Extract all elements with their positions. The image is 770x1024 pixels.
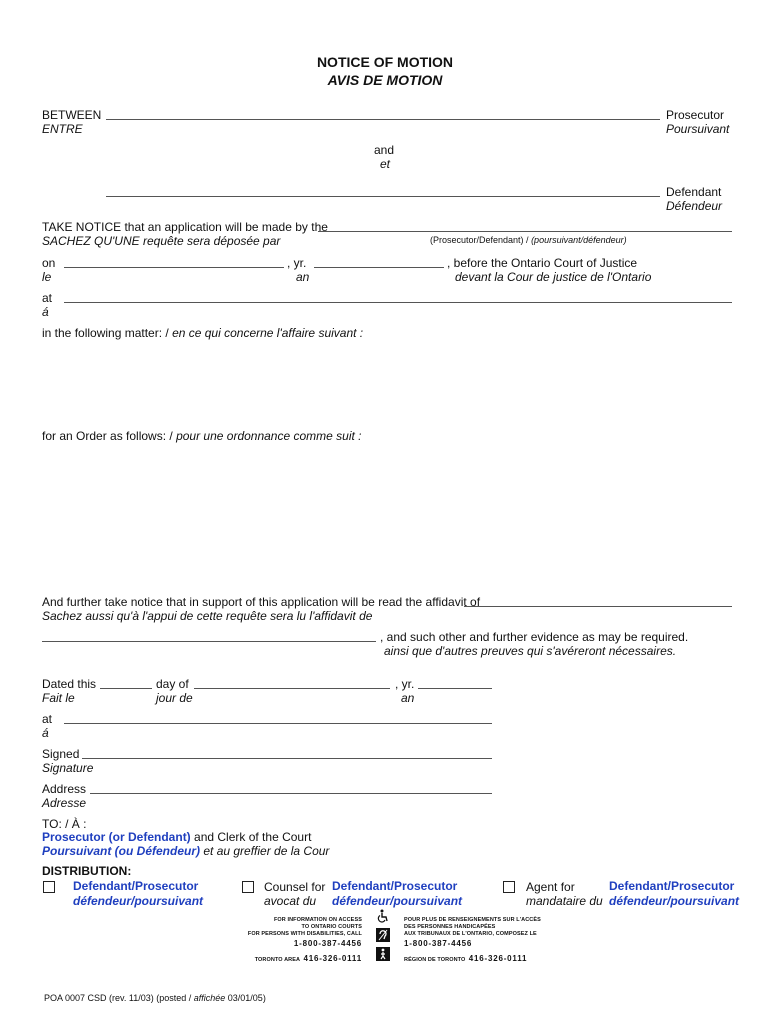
prosecutor-label-fr: Poursuivant — [666, 122, 730, 136]
signed-label: Signed — [42, 747, 80, 761]
distribution-agent-name: Defendant/Prosecutor — [609, 879, 735, 893]
distribution-party-name: Defendant/Prosecutor — [73, 879, 199, 893]
at-label-fr: á — [42, 305, 49, 319]
court-label-fr: devant la Cour de justice de l'Ontario — [455, 270, 652, 284]
distribution-checkbox-agent[interactable] — [503, 881, 515, 893]
on-label-fr: le — [42, 270, 52, 284]
distribution-agent-name-fr: défendeur/poursuivant — [609, 894, 740, 908]
access-toronto-en: TORONTO AREA 416-326-0111 — [254, 954, 362, 963]
on-label: on — [42, 256, 56, 270]
affiant-field[interactable] — [464, 606, 732, 607]
access-toronto-fr: RÉGION DE TORONTO 416-326-0111 — [404, 954, 528, 963]
at-label: at — [42, 291, 53, 305]
signature-field[interactable] — [82, 758, 492, 759]
applicant-caption: (Prosecutor/Defendant) / (poursuivant/défendeur) — [430, 235, 627, 245]
defendant-label: Defendant — [666, 185, 722, 199]
access-phone-en: 1-800-387-4456 — [293, 939, 362, 948]
hearing-icon — [376, 928, 390, 942]
day-field[interactable] — [100, 688, 152, 689]
walking-icon — [376, 947, 390, 961]
distribution-counsel-prefix: Counsel for — [264, 880, 326, 894]
date-field[interactable] — [64, 267, 284, 268]
access-info-en: FOR INFORMATION ON ACCESS TO ONTARIO COURTS FOR PERSONS WITH DISABILITIES, CALL — [247, 917, 362, 937]
applicant-field[interactable] — [318, 231, 732, 232]
to-recipient-fr: Poursuivant (ou Défendeur) et au greffier de la Cour — [42, 844, 330, 858]
distribution-party-name-fr: défendeur/poursuivant — [73, 894, 204, 908]
wheelchair-icon — [376, 909, 390, 923]
signed-at-label-fr: á — [42, 726, 49, 740]
matter-text: in the following matter: / en ce qui concerne l'affaire suivant : — [42, 326, 364, 340]
between-label-fr: ENTRE — [42, 122, 83, 136]
signed-at-field[interactable] — [64, 723, 492, 724]
distribution-checkbox-party[interactable] — [43, 881, 55, 893]
yr-label: , yr. — [287, 256, 307, 270]
day-of-label-fr: jour de — [156, 691, 193, 705]
and-label: and — [374, 143, 395, 157]
distribution-counsel-name-fr: défendeur/poursuivant — [332, 894, 463, 908]
between-label: BETWEEN — [42, 108, 102, 122]
signed-label-fr: Signature — [42, 761, 94, 775]
location-field[interactable] — [64, 302, 732, 303]
address-label: Address — [42, 782, 87, 796]
dated-year-field[interactable] — [418, 688, 492, 689]
address-field[interactable] — [90, 793, 492, 794]
dated-yr-label: , yr. — [395, 677, 415, 691]
title-en: NOTICE OF MOTION — [316, 54, 454, 70]
further-notice-text: And further take notice that in support of this application will be read the affidavit of — [42, 595, 481, 609]
address-label-fr: Adresse — [42, 796, 87, 810]
access-info-fr: POUR PLUS DE RENSEIGNEMENTS SUR L'ACCÈS DES PERSONNES HANDICAPÉES AUX TRIBUNAUX DE L'ONTARIO, COMPOSEZ LE — [404, 917, 541, 937]
defendant-field[interactable] — [106, 196, 660, 197]
yr-label-fr: an — [296, 270, 310, 284]
year-field[interactable] — [314, 267, 444, 268]
dated-label-fr: Fait le — [42, 691, 75, 705]
and-label-fr: et — [380, 157, 391, 171]
form-number: POA 0007 CSD (rev. 11/03) (posted / affichée 03/01/05) — [44, 993, 266, 1003]
prosecutor-label: Prosecutor — [666, 108, 725, 122]
day-of-label: day of — [156, 677, 189, 691]
distribution-counsel-name: Defendant/Prosecutor — [332, 879, 458, 893]
evidence-text: , and such other and further evidence as may be required. — [380, 630, 689, 644]
distribution-counsel-prefix-fr: avocat du — [264, 894, 317, 908]
title-fr: AVIS DE MOTION — [327, 72, 443, 88]
to-recipient: Prosecutor (or Defendant) and Clerk of the Court — [42, 830, 312, 844]
affiant-field-continued[interactable] — [42, 641, 376, 642]
distribution-checkbox-counsel[interactable] — [242, 881, 254, 893]
court-label: , before the Ontario Court of Justice — [447, 256, 638, 270]
defendant-label-fr: Défendeur — [666, 199, 723, 213]
order-text: for an Order as follows: / pour une ordonnance comme suit : — [42, 429, 362, 443]
distribution-agent-prefix: Agent for — [526, 880, 575, 894]
take-notice-text: TAKE NOTICE that an application will be made by the — [42, 220, 328, 234]
take-notice-text-fr: SACHEZ QU'UNE requête sera déposée par — [42, 234, 281, 248]
to-label: TO: / À : — [42, 817, 87, 831]
signed-at-label: at — [42, 712, 53, 726]
further-notice-text-fr: Sachez aussi qu'à l'appui de cette requête sera lu l'affidavit de — [42, 609, 373, 623]
access-phone-fr: 1-800-387-4456 — [404, 939, 473, 948]
dated-yr-label-fr: an — [401, 691, 415, 705]
distribution-label: DISTRIBUTION: — [42, 864, 132, 878]
evidence-text-fr: ainsi que d'autres preuves qui s'avéreront nécessaires. — [384, 644, 677, 658]
distribution-agent-prefix-fr: mandataire du — [526, 894, 603, 908]
dated-label: Dated this — [42, 677, 97, 691]
prosecutor-field[interactable] — [106, 119, 660, 120]
month-field[interactable] — [194, 688, 390, 689]
